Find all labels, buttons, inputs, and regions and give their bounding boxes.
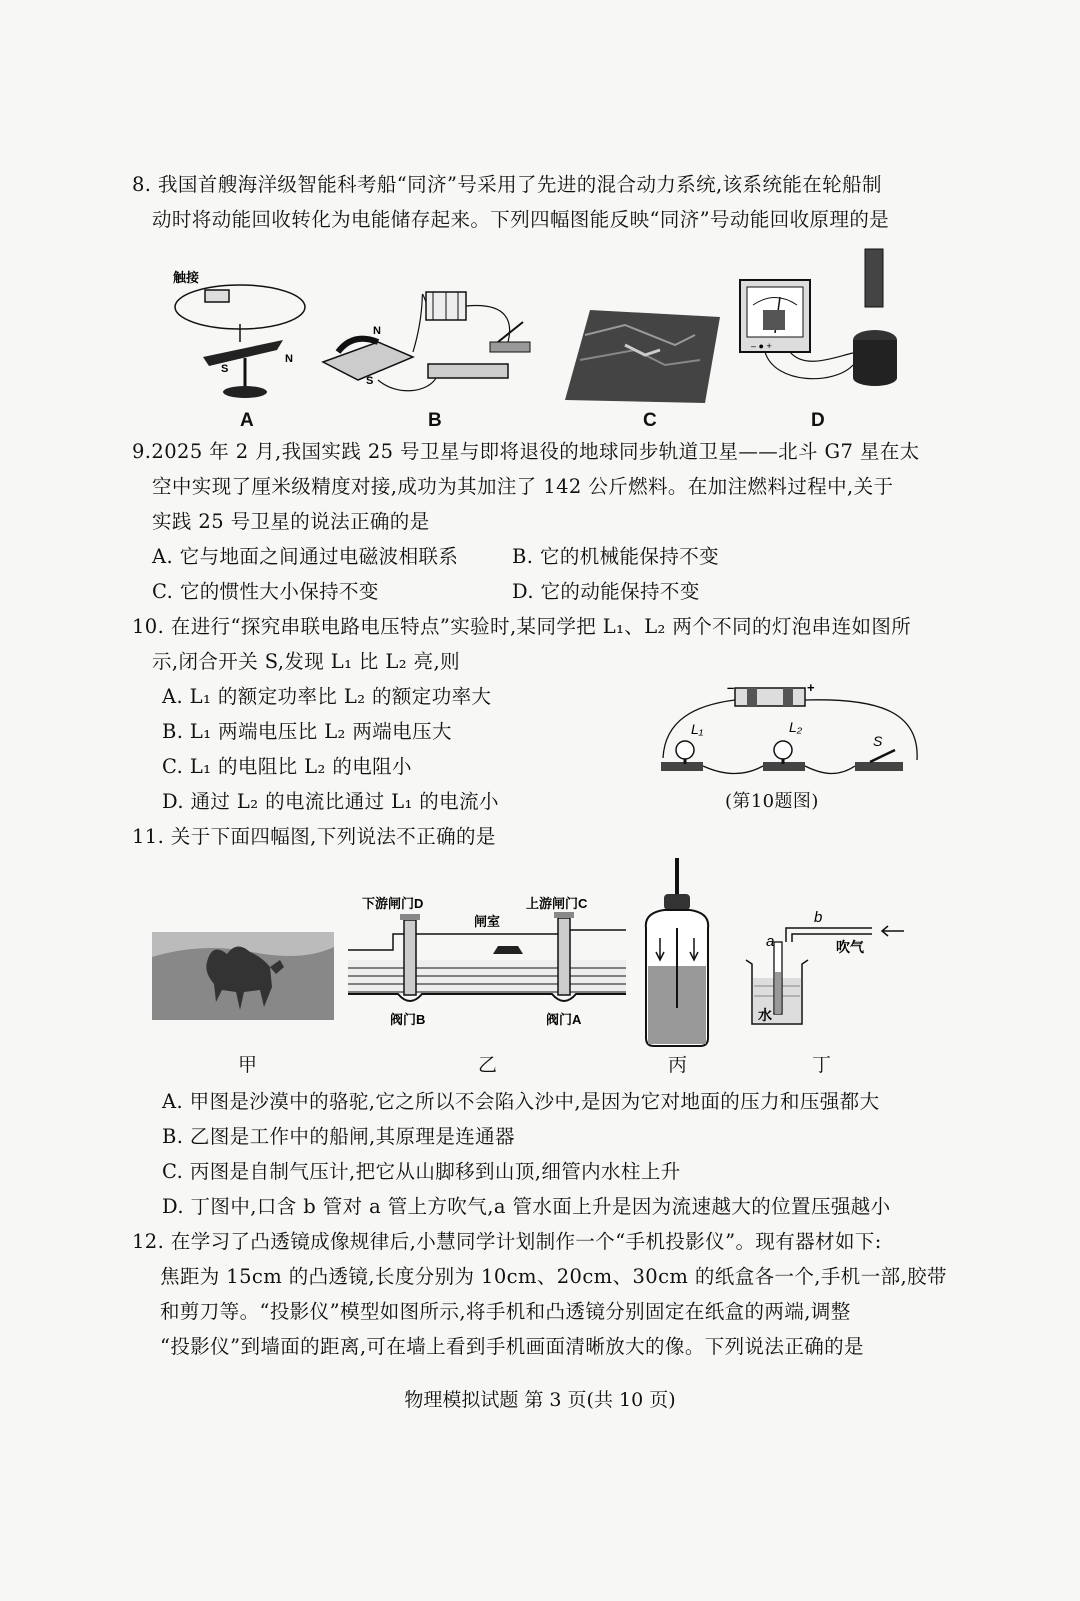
svg-text:N: N xyxy=(285,353,293,365)
q11-option-c: C. 丙图是自制气压计,把它从山脚移到山顶,细管内水柱上升 xyxy=(162,1160,681,1183)
svg-text:L₁: L₁ xyxy=(691,721,704,737)
q10-option-d: D. 通过 L₂ 的电流比通过 L₁ 的电流小 xyxy=(162,790,499,813)
svg-text:L₂: L₂ xyxy=(789,719,803,735)
q11-label-bing: 丙 xyxy=(668,1054,688,1076)
q11-ding-b: b xyxy=(814,909,823,926)
q10-line-1: 10. 在进行“探究串联电路电压特点”实验时,某同学把 L₁、L₂ 两个不同的灯泡串连如图所 xyxy=(132,615,912,638)
q9-option-d: D. 它的动能保持不变 xyxy=(512,580,700,603)
svg-text:S: S xyxy=(873,733,883,749)
q8-figure-c xyxy=(565,305,725,405)
q8-label-b: B xyxy=(428,410,442,431)
svg-text:S: S xyxy=(366,375,374,387)
q9-option-b: B. 它的机械能保持不变 xyxy=(512,545,720,568)
q11-figure-jia-camel xyxy=(152,932,334,1020)
q8-label-c: C xyxy=(643,410,657,431)
svg-text:–: – xyxy=(727,680,735,695)
q12-line-1: 12. 在学习了凸透镜成像规律后,小慧同学计划制作一个“手机投影仪”。现有器材如下: xyxy=(132,1230,882,1253)
q11-ding-a: a xyxy=(766,933,775,950)
q10-option-c: C. L₁ 的电阻比 L₂ 的电阻小 xyxy=(162,755,412,778)
q12-line-4: “投影仪”到墙面的距离,可在墙上看到手机画面清晰放大的像。下列说法正确的是 xyxy=(160,1335,864,1358)
q9-option-c: C. 它的惯性大小保持不变 xyxy=(152,580,379,603)
q9-line-3: 实践 25 号卫星的说法正确的是 xyxy=(152,510,430,533)
q8-line-2: 动时将动能回收转化为电能储存起来。下列四幅图能反映“同济”号动能回收原理的是 xyxy=(152,208,890,231)
q11-lock-valve-a: 阀门A xyxy=(546,1012,582,1027)
page-footer: 物理模拟试题 第 3 页(共 10 页) xyxy=(404,1389,676,1411)
q8-fig-a-text: 触接 xyxy=(173,270,200,285)
q8-line-1: 8. 我国首艘海洋级智能科考船“同济”号采用了先进的混合动力系统,该系统能在轮船制 xyxy=(132,173,882,196)
q11-ding-blow: 吹气 xyxy=(836,939,864,955)
q11-label-ding: 丁 xyxy=(812,1054,832,1076)
q8-figure-a xyxy=(165,262,315,407)
q12-line-2: 焦距为 15cm 的凸透镜,长度分别为 10cm、20cm、30cm 的纸盒各一个,手机一部,胶带 xyxy=(160,1265,947,1288)
q11-label-yi: 乙 xyxy=(478,1054,498,1076)
q11-ding-water: 水 xyxy=(758,1007,772,1023)
q11-lock-up-gate: 上游闸门C xyxy=(526,896,588,911)
q8-figure-b xyxy=(318,262,548,407)
svg-text:S: S xyxy=(221,363,229,375)
q9-line-1: 9.2025 年 2 月,我国实践 25 号卫星与即将退役的地球同步轨道卫星——北斗 G7 星在太 xyxy=(132,440,920,463)
q11-figure-bing-barometer xyxy=(636,858,718,1050)
svg-text:N: N xyxy=(373,325,381,337)
q11-lock-chamber: 闸室 xyxy=(474,914,501,929)
q11-label-jia: 甲 xyxy=(238,1054,258,1076)
q11-figure-ding-tubes xyxy=(742,902,907,1032)
q11-option-b: B. 乙图是工作中的船闸,其原理是连通器 xyxy=(162,1125,515,1148)
q9-line-2: 空中实现了厘米级精度对接,成功为其加注了 142 公斤燃料。在加注燃料过程中,关于 xyxy=(152,475,894,498)
svg-text:– ● +: – ● + xyxy=(751,341,772,351)
q11-lock-down-gate: 下游闸门D xyxy=(362,896,424,911)
q8-label-d: D xyxy=(811,410,825,431)
q10-figure-caption: (第10题图) xyxy=(725,791,819,812)
q9-option-a: A. 它与地面之间通过电磁波相联系 xyxy=(152,545,459,568)
q11-lock-valve-b: 阀门B xyxy=(390,1012,426,1027)
q11-option-a: A. 甲图是沙漠中的骆驼,它之所以不会陷入沙中,是因为它对地面的压力和压强都大 xyxy=(162,1090,880,1113)
q11-figure-yi-ship-lock xyxy=(348,890,626,1030)
q10-circuit-figure xyxy=(655,680,930,785)
q10-option-a: A. L₁ 的额定功率比 L₂ 的额定功率大 xyxy=(162,685,492,708)
svg-text:+: + xyxy=(807,680,815,695)
q10-line-2: 示,闭合开关 S,发现 L₁ 比 L₂ 亮,则 xyxy=(152,650,460,673)
q8-label-a: A xyxy=(240,410,254,431)
q11-line-1: 11. 关于下面四幅图,下列说法不正确的是 xyxy=(132,825,496,848)
q12-line-3: 和剪刀等。“投影仪”模型如图所示,将手机和凸透镜分别固定在纸盒的两端,调整 xyxy=(160,1300,851,1323)
q10-option-b: B. L₁ 两端电压比 L₂ 两端电压大 xyxy=(162,720,452,743)
q11-option-d: D. 丁图中,口含 b 管对 a 管上方吹气,a 管水面上升是因为流速越大的位置压强越小 xyxy=(162,1195,891,1218)
q8-figure-d xyxy=(735,245,905,405)
